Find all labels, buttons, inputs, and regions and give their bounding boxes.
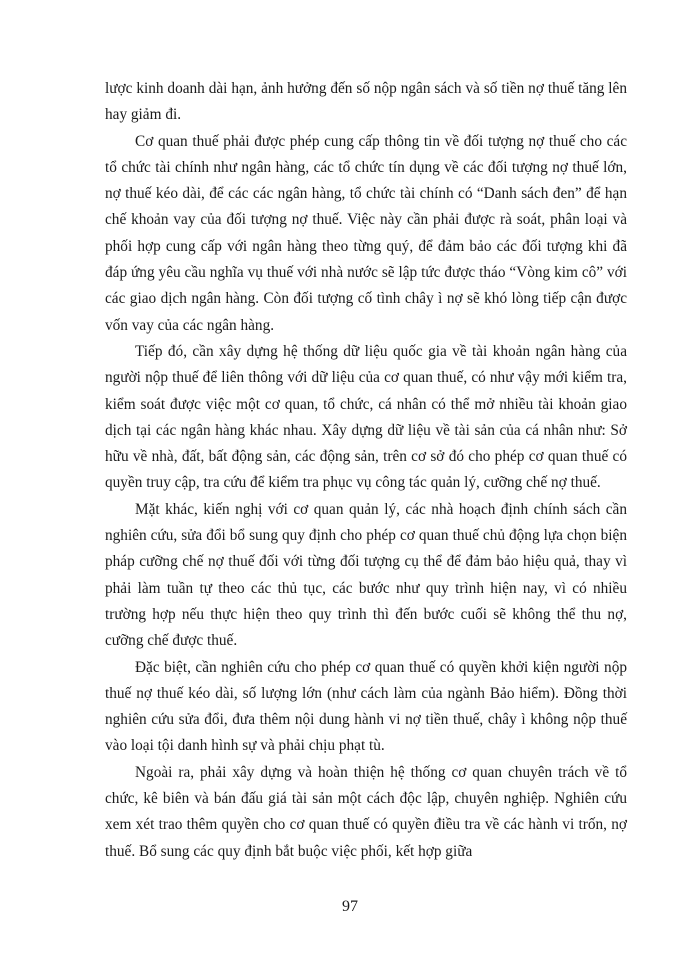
paragraph-continued: lược kinh doanh dài hạn, ảnh hưởng đến số nộp ngân sách và số tiền nợ thuế tăng lên hay giảm đi. — [105, 80, 627, 124]
paragraph-enforcement-measures: Mặt khác, kiến nghị với cơ quan quản lý, các nhà hoạch định chính sách cần nghiên cứu, sửa đổi bổ sung quy định cho phép cơ quan thuế chủ động lựa chọn biện pháp cưỡng chế nợ thuế đối với từng đối tượng cụ thể để đảm bảo hiệu quả, thay vì phải làm tuần tự theo các thủ tục, các bước như quy trình hiện nay, vì có nhiều trường hợp nếu thực hiện theo quy trình thì đến bước cuối sẽ không thể thu nợ, cưỡng chế được thuế. — [105, 500, 627, 650]
page-number: 97 — [342, 898, 358, 915]
paragraph-lawsuit-rights: Đặc biệt, cần nghiên cứu cho phép cơ quan thuế có quyền khởi kiện người nộp thuế nợ thuế kéo dài, số lượng lớn (như cách làm của ngành Bảo hiểm). Đồng thời nghiên cứu sửa đổi, đưa thêm nội dung hành vi nợ tiền thuế, chây ì không nộp thuế vào loại tội danh hình sự và phải chịu phạt tù. — [105, 658, 627, 755]
paragraph-tax-info-sharing: Cơ quan thuế phải được phép cung cấp thông tin về đối tượng nợ thuế cho các tổ chức tài chính như ngân hàng, các tổ chức tín dụng về các đối tượng nợ thuế lớn, nợ thuế kéo dài, để các các ngân hàng, tổ chức tài chính có “Danh sách đen” để hạn chế khoản vay của đối tượng nợ thuế. Việc này cần phải được rà soát, phân loại và phối hợp cung cấp với ngân hàng theo từng quý, để đảm bảo các đối tượng khi đã đáp ứng yêu cầu nghĩa vụ thuế với nhà nước sẽ lập tức được tháo “Vòng kim cô” với các giao dịch ngân hàng. Còn đối tượng cố tình chây ì nợ sẽ khó lòng tiếp cận được vốn vay của các ngân hàng. — [105, 132, 627, 334]
body-text — [105, 76, 627, 865]
paragraph-specialized-agency: Ngoài ra, phải xây dựng và hoàn thiện hệ thống cơ quan chuyên trách về tổ chức, kê biên và bán đấu giá tài sản một cách độc lập, chuyên nghiệp. Nghiên cứu xem xét trao thêm quyền cho cơ quan thuế có quyền điều tra về các hành vi trốn, nợ thuế. Bổ sung các quy định bắt buộc việc phối, kết hợp giữa — [105, 763, 627, 860]
paragraph-national-database: Tiếp đó, cần xây dựng hệ thống dữ liệu quốc gia về tài khoản ngân hàng của người nộp thuế để liên thông với dữ liệu của cơ quan thuế, có như vậy mới kiểm tra, kiểm soát được việc một cơ quan, tổ chức, cá nhân có thể mở nhiều tài khoản giao dịch tại các ngân hàng khác nhau. Xây dựng dữ liệu về tài sản của cá nhân như: Sở hữu về nhà, đất, bất động sản, các động sản, trên cơ sở đó cho phép cơ quan thuế có quyền truy cập, tra cứu để kiểm tra phục vụ công tác quản lý, cưỡng chế nợ thuế. — [105, 342, 627, 492]
